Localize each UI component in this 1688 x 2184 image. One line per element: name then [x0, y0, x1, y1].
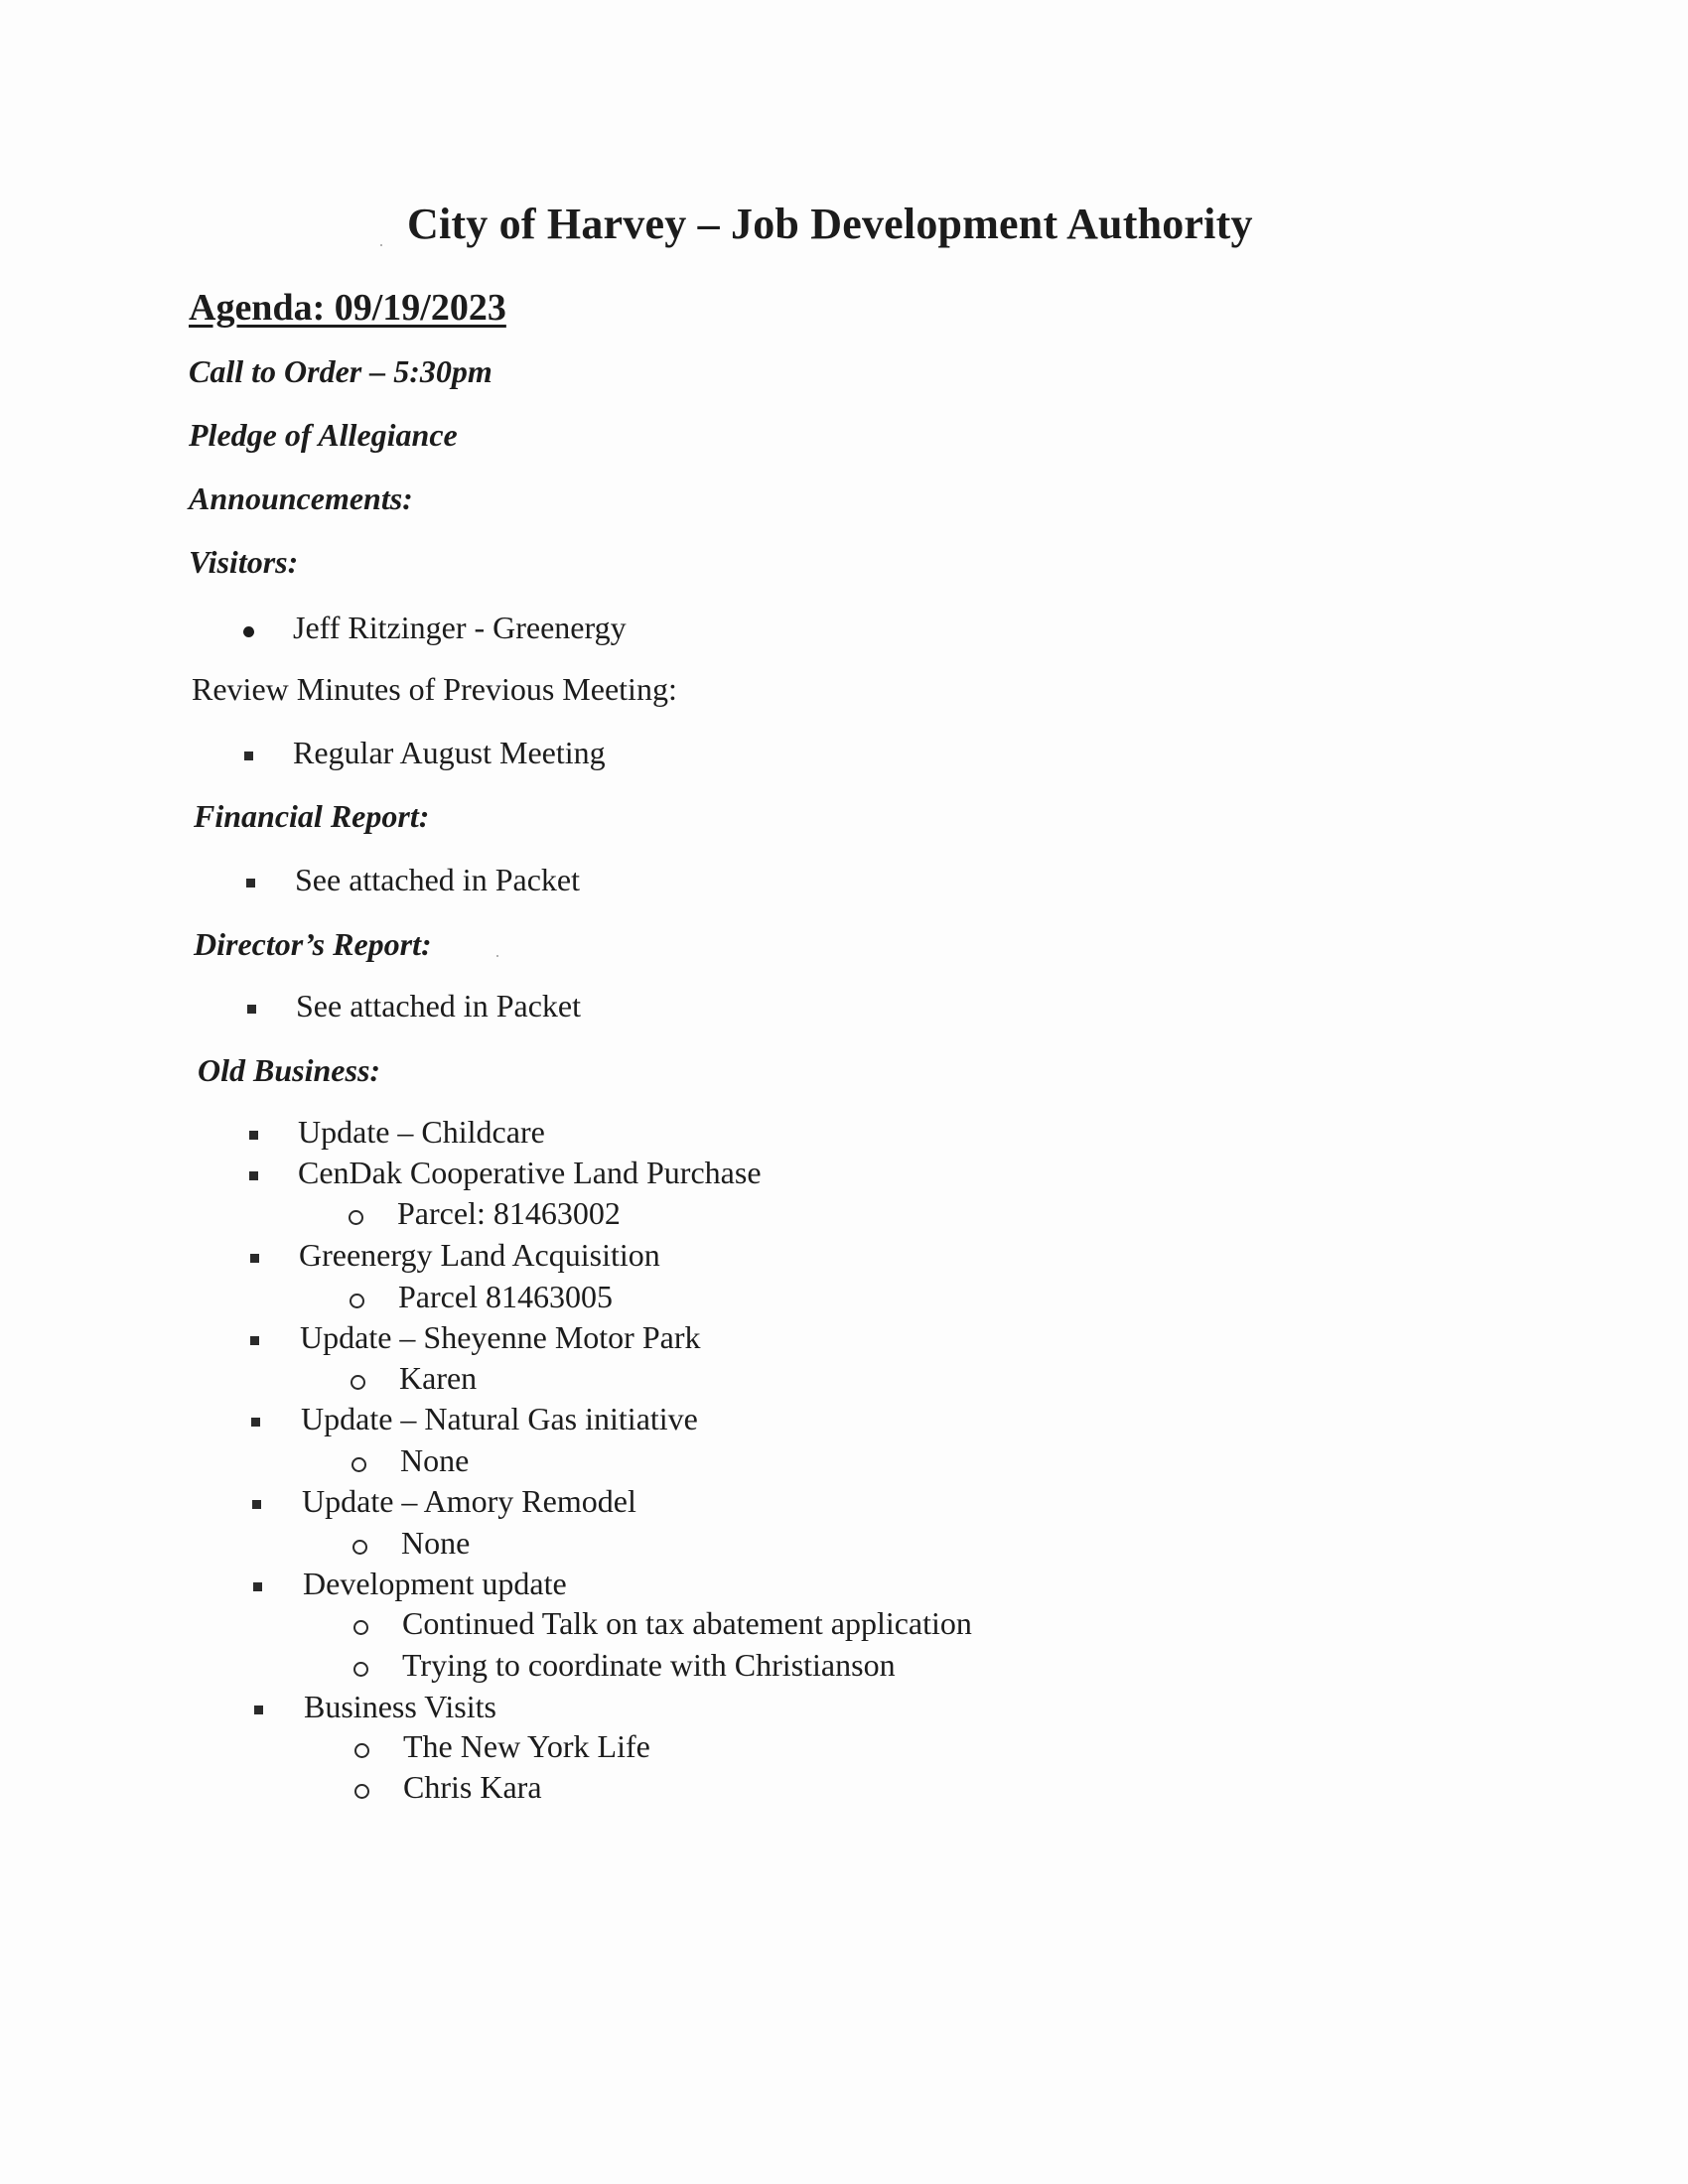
- square-bullet-icon: [252, 1500, 261, 1509]
- list-item-text: Parcel: 81463002: [397, 1195, 621, 1231]
- list-item-text: Update – Childcare: [298, 1114, 545, 1150]
- square-bullet-icon: [246, 879, 255, 887]
- square-bullet-icon: [253, 1582, 262, 1591]
- circle-bullet-icon: [353, 1662, 368, 1677]
- square-bullet-icon: [254, 1706, 263, 1714]
- square-bullet-icon: [247, 1005, 256, 1014]
- list-item-text: Chris Kara: [403, 1769, 542, 1805]
- list-item-text: See attached in Packet: [295, 862, 580, 897]
- list-item-text: Continued Talk on tax abatement application: [402, 1605, 972, 1641]
- circle-bullet-icon: [353, 1620, 368, 1635]
- list-item-text: Parcel 81463005: [398, 1279, 613, 1314]
- list-item-text: None: [400, 1442, 470, 1478]
- circle-bullet-icon: [354, 1743, 369, 1758]
- list-item-text: Update – Natural Gas initiative: [301, 1401, 698, 1436]
- circle-bullet-icon: [350, 1294, 364, 1308]
- call-to-order-heading: Call to Order – 5:30pm: [189, 353, 492, 389]
- square-bullet-icon: [249, 1131, 258, 1140]
- list-item-text: CenDak Cooperative Land Purchase: [298, 1155, 762, 1190]
- circle-bullet-icon: [352, 1540, 367, 1555]
- list-item-text: None: [401, 1525, 471, 1561]
- square-bullet-icon: [250, 1336, 259, 1345]
- review-minutes-heading: Review Minutes of Previous Meeting:: [192, 671, 677, 707]
- list-item-text: Regular August Meeting: [293, 735, 606, 770]
- announcements-heading: Announcements:: [189, 480, 413, 516]
- circle-bullet-icon: [349, 1210, 363, 1225]
- circle-bullet-icon: [352, 1457, 366, 1472]
- circle-bullet-icon: [354, 1784, 369, 1799]
- list-item-text: Greenergy Land Acquisition: [299, 1237, 660, 1273]
- list-item-text: The New York Life: [403, 1728, 650, 1764]
- scan-speck: [380, 244, 382, 246]
- square-bullet-icon: [251, 1418, 260, 1427]
- list-item-text: See attached in Packet: [296, 988, 581, 1024]
- document-title: City of Harvey – Job Development Authority: [407, 200, 1253, 248]
- list-item-text: Business Visits: [304, 1689, 496, 1724]
- square-bullet-icon: [250, 1254, 259, 1263]
- visitors-heading: Visitors:: [189, 544, 299, 580]
- list-item-text: Jeff Ritzinger - Greenergy: [293, 610, 627, 645]
- old-business-heading: Old Business:: [198, 1052, 381, 1088]
- pledge-heading: Pledge of Allegiance: [189, 417, 458, 453]
- circle-bullet-icon: [351, 1375, 365, 1390]
- list-item-text: Update – Sheyenne Motor Park: [300, 1319, 701, 1355]
- scan-speck: [496, 955, 498, 957]
- list-item-text: Karen: [399, 1360, 478, 1396]
- square-bullet-icon: [244, 751, 253, 760]
- agenda-date-heading: Agenda: 09/19/2023: [189, 287, 506, 329]
- financial-report-heading: Financial Report:: [194, 798, 430, 834]
- list-item-text: Update – Amory Remodel: [302, 1483, 636, 1519]
- directors-report-heading: Director’s Report:: [194, 926, 432, 962]
- list-item-text: Development update: [303, 1566, 567, 1601]
- list-item-text: Trying to coordinate with Christianson: [402, 1647, 896, 1683]
- bullet-icon: [243, 626, 254, 637]
- square-bullet-icon: [249, 1171, 258, 1180]
